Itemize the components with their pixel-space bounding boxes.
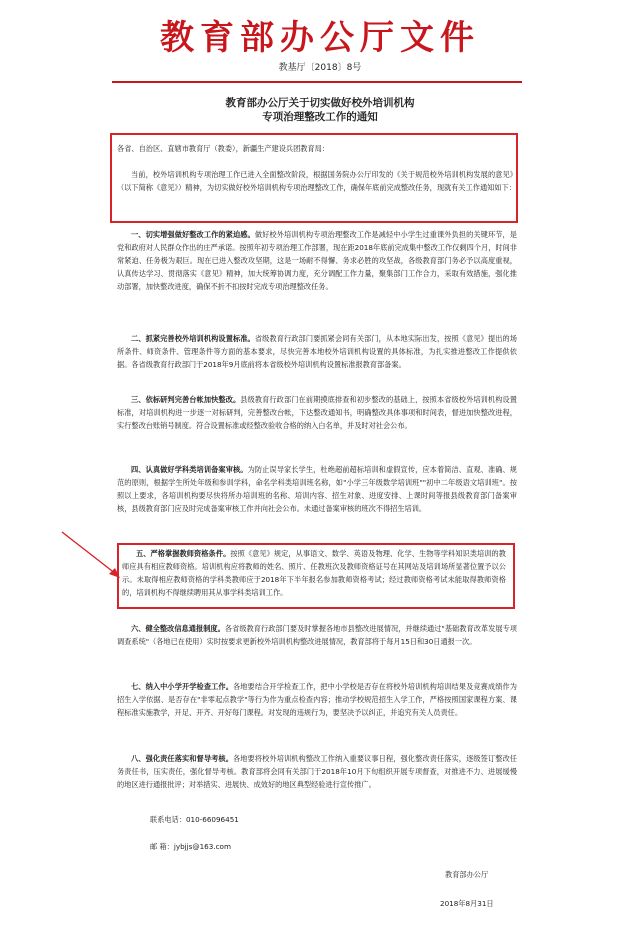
intro-paragraph: 当前，校外培训机构专项治理工作已进入全面整改阶段，根据国务院办公厅印发的《关于规范校外培训机构发展的意见》（以下简称《意见》）精神，为切实做好校外培训机构专项治理整改工作，确保年底前完成整改任务，现就有关工作通知如下： (117, 170, 517, 192)
section-5-lead: 五、严格掌握教师资格条件。 (136, 549, 231, 558)
document-header-title: 教育部办公厅文件 (160, 18, 480, 58)
section-3-lead: 三、依标研判完善台帐加快整改。 (131, 395, 241, 404)
section-7 (117, 680, 517, 719)
section-5-text: 按照《意见》规定，从事语文、数学、英语及物理、化学、生物等学科知识类培训的教师应具有相应教师资格。培训机构应将教师的姓名、照片、任教班次及教师资格证号在其网站及培训场所显著位置予以公示。未取得相应教师资格的学科类教师应于2018年下半年报名参加教师资格考试；经过教师资格考试未能取得教师资格的，培训机构不得继续聘用其从事学科类培训工作。 (122, 549, 506, 597)
notice-title-line1: 教育部办公厅关于切实做好校外培训机构 (225, 97, 415, 109)
section-6-text: 各省级教育行政部门要及时掌握各地市县整改进展情况，并继续通过"基础教育改革发展专项调查系统"（各地已在使用）实时按要求更新校外培训机构整改进展情况，教育部将于每月15日和30日通报一次。 (117, 624, 517, 646)
section-4-text: 为防止误导家长学生，杜绝超前超标培训和虚假宣传，应本着简洁、直观、准确、规范的原则，根据学生所处年级和参训学科，命名学科类培训班名称，如"小学三年级数学培训班""初中二年级语文培训班"。按照以上要求，各培训机构要尽快将所办培训班的名称、培训内容、招生对象、进度安排、上课时间等报县级教育部门备案审核，县级教育部门应及时完成备案审核工作并向社会公布。未通过备案审核的班次不得招生培训。 (117, 465, 517, 513)
contact-phone: 联系电话：010-66096451 (150, 815, 239, 824)
section-8-lead: 八、强化责任落实和督导考核。 (131, 754, 233, 763)
section-6-lead: 六、健全整改信息通报制度。 (131, 624, 225, 633)
section-1 (117, 228, 517, 293)
notice-title (0, 96, 640, 124)
section-2-text: 省级教育行政部门要抓紧会同有关部门，从本地实际出发，按照《意见》提出的场所条件、师资条件、管理条件等方面的基本要求，尽快完善本地校外培训机构设置的具体标准，为扎实推进整改工作提供依据。各省级教育行政部门于2018年9月底前将本省级校外培训机构设置标准报教育部备案。 (117, 334, 517, 369)
section-3 (117, 393, 517, 432)
section-1-lead: 一、切实增强做好整改工作的紧迫感。 (131, 230, 255, 239)
document-number: 教基厅〔2018〕8号 (278, 63, 362, 73)
section-6 (117, 622, 517, 648)
issuer-name: 教育部办公厅 (445, 870, 489, 879)
section-7-lead: 七、纳入中小学开学检查工作。 (131, 682, 233, 691)
section-7-text: 各地要结合开学检查工作，把中小学校是否存在将校外培训机构培训结果及竞赛成绩作为招生入学依据、是否存在"非零起点教学"等行为作为重点检查内容；推动学校规范招生入学工作，严格按照国家课程方案、课程标准实施教学，开足、开齐、开好每门课程。对发现的违规行为，要坚决予以纠正，并追究有关人员责任。 (117, 682, 517, 717)
red-arrow-icon (60, 530, 124, 582)
section-4 (117, 463, 517, 515)
section-1-text: 做好校外培训机构专项治理整改工作是减轻中小学生过重课外负担的关键环节，是党和政府对人民群众作出的庄严承诺。按照年初专项治理工作部署，现在距2018年底前完成集中整改工作仅剩四个月，时间非常紧迫、任务极为艰巨。现在已进入整改攻坚期，这是一场耐不得懈、务求必胜的攻坚战，各级教育部门务必予以高度重视，认真传达学习、贯彻落实《意见》精神，加大统筹协调力度，充分调配工作力量，聚集部门工作合力，采取有效措施，强化推动部署，加快整改进度，确保不折不扣按时完成专项治理整改任务。 (117, 230, 517, 291)
section-8-text: 各地要将校外培训机构整改工作纳入重要议事日程，强化整改责任落实，逐级签订整改任务责任书，压实责任，强化督导考核。教育部将会同有关部门于2018年10月下旬组织开展专项督查，对推进不力、进展缓慢的地区进行通报批评；对举措实、进展快、成效好的地区典型经验进行宣传推广。 (117, 754, 517, 789)
section-5 (122, 547, 506, 599)
contact-email: 邮 箱：jybjjs@163.com (150, 842, 231, 851)
notice-title-line2: 专项治理整改工作的通知 (262, 111, 378, 123)
section-8 (117, 752, 517, 791)
red-divider (112, 81, 522, 83)
addressees: 各省、自治区、直辖市教育厅（教委），新疆生产建设兵团教育局： (117, 144, 330, 153)
section-3-text: 县级教育行政部门在前期摸底排查和初步整改的基础上，按照本省级校外培训机构设置标准，对培训机构进一步逐一对标研判，完善整改台帐，下达整改通知书，明确整改具体事项和时间表，督进加快整改进程，实行整改台账销号制度。符合设置标准或经整改验收合格的纳入白名单，并及时对社会公布。 (117, 395, 517, 430)
section-4-lead: 四、认真做好学科类培训备案审核。 (131, 465, 248, 474)
section-2 (117, 332, 517, 371)
issue-date: 2018年8月31日 (440, 899, 494, 908)
section-2-lead: 二、抓紧完善校外培训机构设置标准。 (131, 334, 255, 343)
